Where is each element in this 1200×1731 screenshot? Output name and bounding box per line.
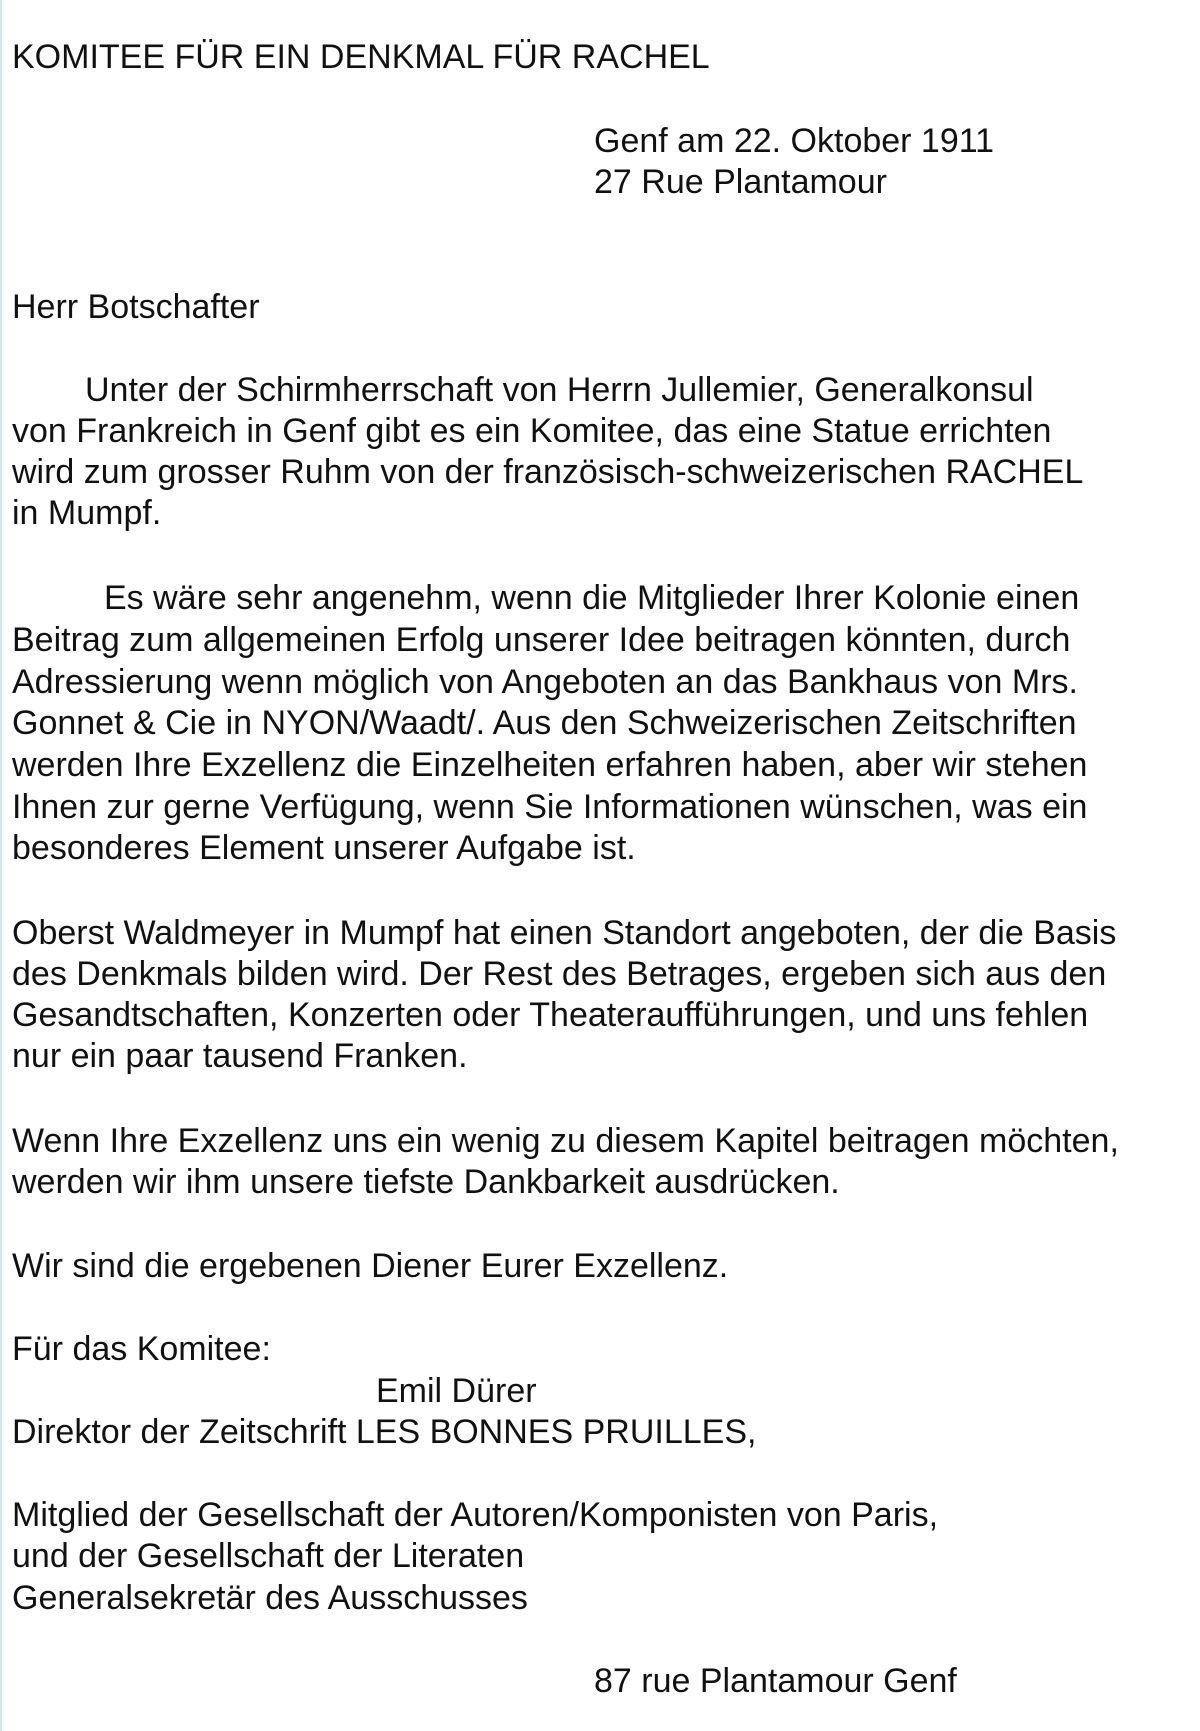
closing-line: Wir sind die ergebenen Diener Eurer Exzellenz. bbox=[12, 1247, 729, 1285]
place-date: Genf am 22. Oktober 1911 bbox=[594, 122, 995, 160]
for-committee: Für das Komitee: bbox=[12, 1330, 271, 1368]
paragraph-line: des Denkmals bilden wird. Der Rest des Betrages, ergeben sich aus den bbox=[12, 955, 1107, 993]
membership-line: Mitglied der Gesellschaft der Autoren/Komponisten von Paris, bbox=[12, 1496, 939, 1534]
paragraph-line: Oberst Waldmeyer in Mumpf hat einen Standort angeboten, der die Basis bbox=[12, 914, 1117, 952]
paragraph-line: Adressierung wenn möglich von Angeboten an das Bankhaus von Mrs. bbox=[12, 663, 1078, 701]
paragraph-line: von Frankreich in Genf gibt es ein Komitee, das eine Statue errichten bbox=[12, 412, 1052, 450]
paragraph-line: werden Ihre Exzellenz die Einzelheiten erfahren haben, aber wir stehen bbox=[12, 746, 1088, 784]
paragraph-line: Es wäre sehr angenehm, wenn die Mitglieder Ihrer Kolonie einen bbox=[104, 579, 1080, 617]
signer-title: Direktor der Zeitschrift LES BONNES PRUILLES, bbox=[12, 1413, 757, 1451]
paragraph-line: Wenn Ihre Exzellenz uns ein wenig zu diesem Kapitel beitragen möchten, bbox=[12, 1122, 1119, 1160]
signer-name: Emil Dürer bbox=[376, 1372, 537, 1410]
paragraph-line: wird zum grosser Ruhm von der französisch-schweizerischen RACHEL bbox=[12, 453, 1084, 491]
membership-line: Generalsekretär des Ausschusses bbox=[12, 1579, 528, 1617]
paragraph-line: Gesandtschaften, Konzerten oder Theateraufführungen, und uns fehlen bbox=[12, 996, 1089, 1034]
letter-heading: KOMITEE FÜR EIN DENKMAL FÜR RACHEL bbox=[12, 38, 710, 76]
paragraph-line: Unter der Schirmherrschaft von Herrn Jullemier, Generalkonsul bbox=[85, 371, 1034, 409]
paragraph-line: besonderes Element unserer Aufgabe ist. bbox=[12, 829, 636, 867]
sender-address: 27 Rue Plantamour bbox=[594, 163, 887, 201]
membership-line: und der Gesellschaft der Literaten bbox=[12, 1537, 525, 1575]
paragraph-line: nur ein paar tausend Franken. bbox=[12, 1037, 468, 1075]
paragraph-line: in Mumpf. bbox=[12, 494, 162, 532]
paragraph-line: werden wir ihm unsere tiefste Dankbarkeit ausdrücken. bbox=[12, 1163, 840, 1201]
footer-address: 87 rue Plantamour Genf bbox=[594, 1662, 957, 1700]
salutation: Herr Botschafter bbox=[12, 288, 260, 326]
paragraph-line: Gonnet & Cie in NYON/Waadt/. Aus den Schweizerischen Zeitschriften bbox=[12, 704, 1077, 742]
paragraph-line: Ihnen zur gerne Verfügung, wenn Sie Informationen wünschen, was ein bbox=[12, 788, 1088, 826]
paragraph-line: Beitrag zum allgemeinen Erfolg unserer Idee beitragen könnten, durch bbox=[12, 621, 1071, 659]
